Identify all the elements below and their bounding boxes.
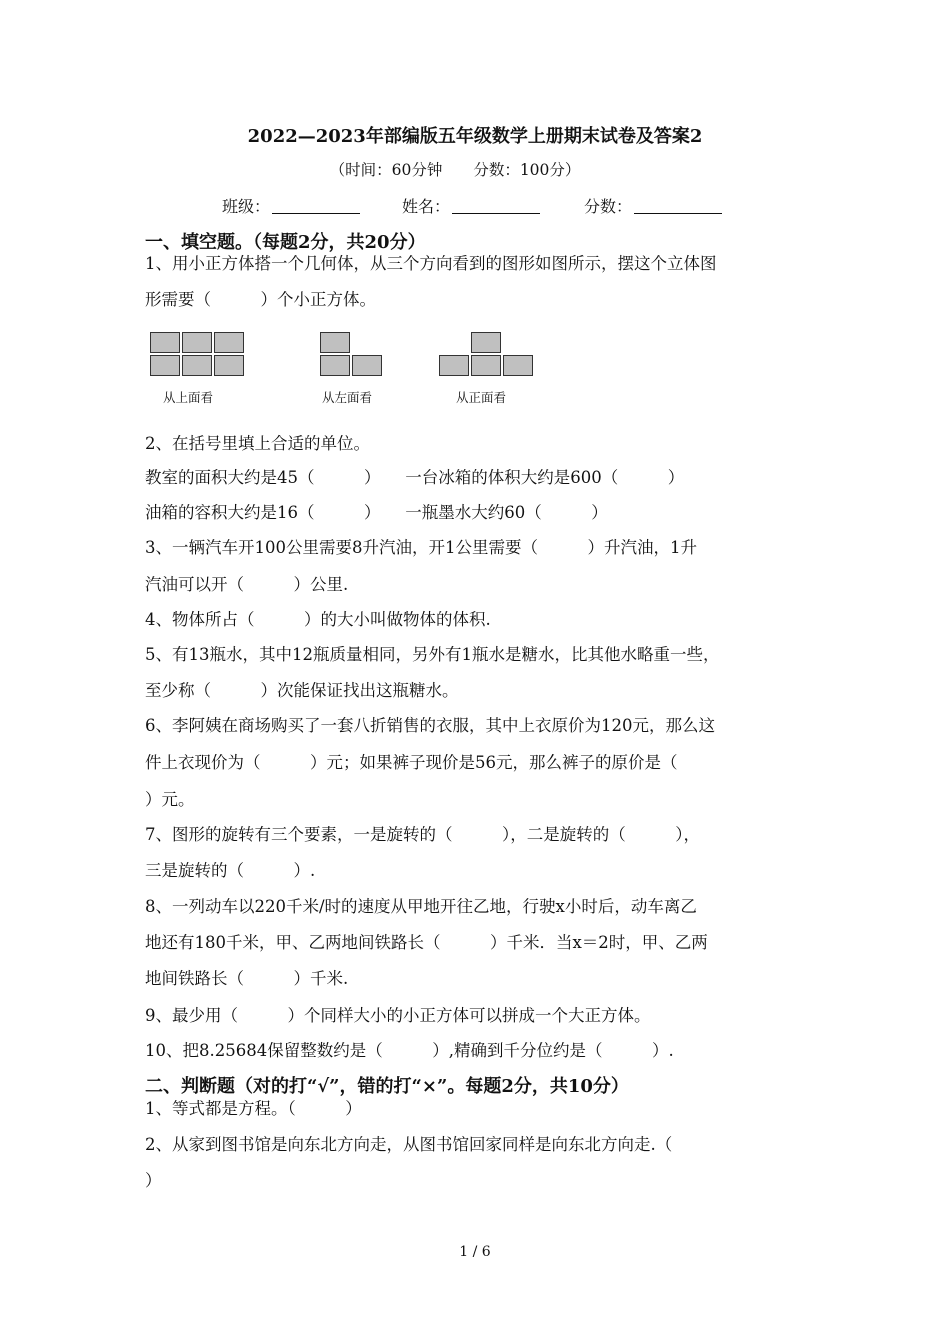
question-line: 油箱的容积大约是16（ ） 一瓶墨水大约60（ ）: [145, 503, 608, 522]
question-line: 1、用小正方体搭一个几何体，从三个方向看到的图形如图所示，摆这个立体图: [145, 254, 717, 273]
page-number: 1 / 6: [459, 1244, 491, 1260]
question-line: 4、物体所占（ ）的大小叫做物体的体积.: [145, 610, 491, 629]
question-line: 9、最少用（ ）个同样大小的小正方体可以拼成一个大正方体。: [145, 1006, 651, 1025]
score-label: 分数：: [584, 197, 633, 216]
question-line: 汽油可以开（ ）公里.: [145, 575, 349, 594]
view-from-left-figure: [320, 332, 386, 380]
question-line: ）: [145, 1171, 162, 1190]
score-blank: [634, 197, 722, 214]
name-blank: [452, 197, 540, 214]
view-from-front-figure: [439, 332, 535, 380]
front-view-caption: 从正面看: [456, 390, 507, 405]
question-line: 三是旋转的（ ）.: [145, 861, 316, 880]
question-line: 件上衣现价为（ ）元；如果裤子现价是56元，那么裤子的原价是（: [145, 753, 678, 772]
score-field: [584, 194, 722, 217]
question-line: 1、等式都是方程。（ ）: [145, 1099, 362, 1118]
section-1-heading: 一、填空题。（每题2分，共20分）: [145, 232, 426, 253]
question-line: 地还有180千米，甲、乙两地间铁路长（ ）千米．当x＝2时，甲、乙两: [145, 933, 708, 952]
question-line: 7、图形的旋转有三个要素，一是旋转的（ ），二是旋转的（ ），: [145, 825, 700, 844]
class-label: 班级：: [222, 197, 271, 216]
class-field: [222, 194, 360, 217]
view-from-top-figure: [150, 332, 246, 380]
question-line: ）元。: [145, 790, 195, 809]
exam-time-score: （时间：60分钟 分数：100分）: [329, 161, 581, 179]
top-view-caption: 从上面看: [163, 390, 214, 405]
question-line: 2、在括号里填上合适的单位。: [145, 434, 370, 453]
question-line: 10、把8.25684保留整数约是（ ）,精确到千分位约是（ ）.: [145, 1041, 674, 1060]
question-line: 至少称（ ）次能保证找出这瓶糖水。: [145, 681, 459, 700]
question-line: 3、一辆汽车开100公里需要8升汽油，开1公里需要（ ）升汽油，1升: [145, 538, 697, 557]
question-line: 5、有13瓶水，其中12瓶质量相同，另外有1瓶水是糖水，比其他水略重一些，: [145, 645, 720, 664]
question-line: 2、从家到图书馆是向东北方向走，从图书馆回家同样是向东北方向走.（: [145, 1135, 673, 1154]
question-line: 8、一列动车以220千米/时的速度从甲地开往乙地，行驶x小时后，动车离乙: [145, 897, 697, 916]
name-label: 姓名：: [402, 197, 451, 216]
left-view-caption: 从左面看: [322, 390, 373, 405]
section-2-heading: 二、判断题（对的打“√”，错的打“×”。每题2分，共10分）: [145, 1076, 629, 1097]
question-line: 形需要（ ）个小正方体。: [145, 290, 376, 309]
page-title: 2022—2023年部编版五年级数学上册期末试卷及答案2: [247, 126, 703, 147]
question-line: 教室的面积大约是45（ ） 一台冰箱的体积大约是600（ ）: [145, 468, 685, 487]
class-blank: [272, 197, 360, 214]
question-line: 地间铁路长（ ）千米.: [145, 969, 349, 988]
question-line: 6、李阿姨在商场购买了一套八折销售的衣服，其中上衣原价为120元，那么这: [145, 716, 715, 735]
name-field: [402, 194, 540, 217]
